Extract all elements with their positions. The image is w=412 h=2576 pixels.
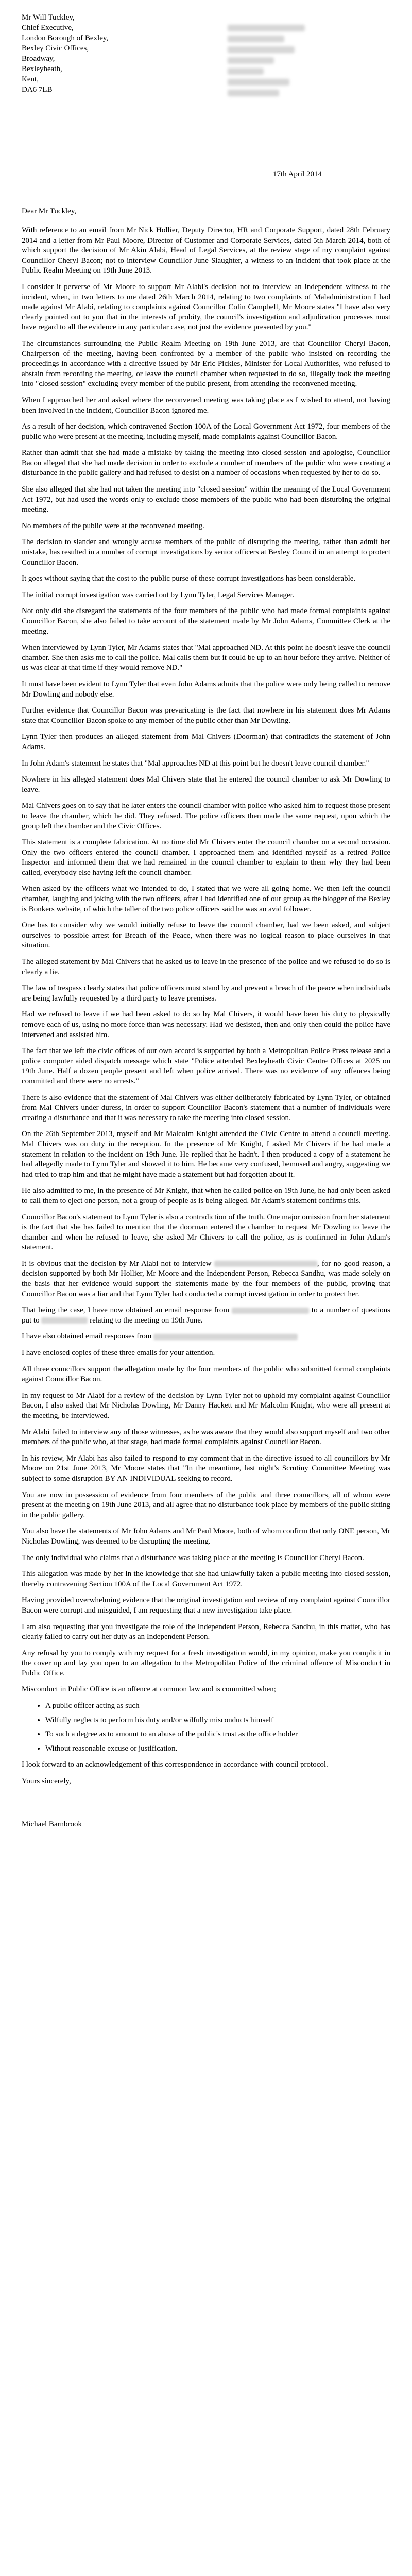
paragraph: In my request to Mr Alabi for a review of the decision by Lynn Tyler not to uphold my complaint against Councillor Bacon, I also asked that Mr Nicholas Dowling, Mr Danny Hackett and Mr Malcolm Knight, who were all present at the meeting, be interviewed. [22, 1391, 390, 1420]
paragraph: When asked by the officers what we intended to do, I stated that we were all going home. We then left the council chamber, laughing and joking with the two officers, after I had identified one of our group as the blogger of the Bexley is Bonkers website, of which the taller of the two police officers said he was an avid follower. [22, 885, 390, 913]
recipient-address [22, 12, 108, 95]
paragraph: The law of trespass clearly states that police officers must stand by and prevent a breach of the peace when individuals are being lawfully requested by a third party to leave premises. [22, 984, 390, 1003]
paragraph: Had we refused to leave if we had been asked to do so by Mal Chivers, it would have been his duty to physically remove each of us, using no more force than was necessary. Had we desisted, then and only then could the police have intervened and assisted him. [22, 1010, 390, 1039]
paragraph: The initial corrupt investigation was carried out by Lynn Tyler, Legal Services Manager. [22, 590, 295, 599]
recipient-line: Broadway, [22, 55, 55, 63]
paragraph: The decision to slander and wrongly accuse members of the public of disrupting the meeting, rather than admit her mistake, has resulted in a number of corrupt investigations by senior officers at Bexley Council in an attempt to protect Councillor Bacon. [22, 538, 390, 567]
recipient-line: Chief Executive, [22, 24, 74, 32]
recipient-line: Bexley Civic Offices, [22, 44, 89, 53]
letter-body [22, 226, 390, 1836]
list-item: • A public officer acting as such [45, 1701, 390, 1711]
paragraph-text: That being the case, I have now obtained an email response from [22, 1306, 230, 1315]
paragraph: You are now in possession of evidence from four members of the public and three councillors, all of whom were present at the meeting on 19th June 2013, and all agree that no disturbance took place by members of the public sitting in the public gallery. [22, 1490, 390, 1519]
paragraph-with-redaction [22, 1332, 390, 1342]
paragraph: In John Adam's statement he states that "Mal approaches ND at this point but he doesn't leave council chamber." [22, 759, 369, 768]
paragraph: He also admitted to me, in the presence of Mr Knight, that when he called police on 19th June, he had only been asked to call them to eject one person, not a group of people as is being alleged. Mr Adam's statement confirms this. [22, 1187, 390, 1205]
paragraph: One has to consider why we would initially refuse to leave the council chamber, had we been asked, and subject ourselves to possible arrest for Breach of the Peace, when there was no logical reason to place ourselves in that situation. [22, 921, 390, 950]
paragraph-text: relating to the meeting on 19th June. [90, 1316, 203, 1325]
redacted-line [228, 25, 305, 31]
paragraph: When I approached her and asked where the reconvened meeting was taking place as I wished to attend, not having been involved in the incident, Councillor Bacon ignored me. [22, 396, 390, 415]
paragraph-text: It is obvious that the decision by Mr Alabi not to interview [22, 1259, 212, 1268]
paragraph-with-redaction: It is obvious that the decision by Mr Alabi not to interview , for no good reason, a decision supported by both Mr Hollier, Mr Moore and the Independent Person, Rebecca Sandhu, was made solely on the basis that her evidence would support the statements made by the four members of the public, proving that Councillor Bacon was a liar and that Lynn Tyler had conducted a corrupt investigation in order to protect her. [22, 1259, 391, 1298]
paragraph: With reference to an email from Mr Nick Hollier, Deputy Director, HR and Corporate Support, dated 28th February 2014 and a letter from Mr Paul Moore, Director of Customer and Corporate Services, dated 5th March 2014, both of which support the decision of Mr Akin Alabi, Head of Legal Services, at the review stage of my complaint against Councillor Cheryl Bacon; not to interview Councillor June Slaughter, a witness to an incident that took place at the Public Realm Meeting on 19th June 2013. [22, 226, 390, 275]
paragraph: In his review, Mr Alabi has also failed to respond to my comment that in the directive issued to all councillors by Mr Moore on 21st June 2013, Mr Moore states that "In the meantime, last night's Scrutiny Committee Meeting was subject to some disruption BY AN INDIVIDUAL seeking to record. [22, 1454, 390, 1483]
paragraph: All three councillors support the allegation made by the four members of the public who submitted formal complaints against Councillor Bacon. [22, 1365, 390, 1384]
recipient-line: Kent, [22, 75, 39, 83]
redacted-text [41, 1317, 88, 1324]
redacted-line [228, 68, 264, 75]
recipient-line: Mr Will Tuckley, [22, 13, 75, 22]
redacted-text [214, 1261, 317, 1267]
redacted-line [228, 46, 295, 53]
redacted-line [228, 57, 274, 64]
signature-space [22, 1793, 390, 1820]
paragraph-text: I have also obtained email responses from [22, 1332, 152, 1341]
signature-name: Michael Barnbrook [22, 1820, 82, 1828]
list-item: • To such a degree as to amount to an abuse of the public's trust as the office holder [45, 1730, 390, 1740]
misconduct-criteria-list [22, 1701, 390, 1754]
paragraph: Lynn Tyler then produces an alleged statement from Mal Chivers (Doorman) that contradicts the statement of John Adams. [22, 733, 390, 751]
paragraph: Further evidence that Councillor Bacon was prevaricating is the fact that nowhere in his statement does Mr Adams state that Councillor Bacon spoke to any member of the public other than Mr Dowling. [22, 706, 390, 725]
list-item: • Wilfully neglects to perform his duty and/or wilfully misconducts himself [45, 1716, 390, 1726]
paragraph: You also have the statements of Mr John Adams and Mr Paul Moore, both of whom confirm that only ONE person, Mr Nicholas Dowling, was deemed to be disrupting the meeting. [22, 1527, 390, 1546]
paragraph: This allegation was made by her in the knowledge that she had unlawfully taken a public meeting into closed session, thereby contravening Section 100A of the Local Government Act 1972. [22, 1570, 390, 1588]
paragraph: The only individual who claims that a disturbance was taking place at the meeting is Councillor Cheryl Bacon. [22, 1553, 364, 1562]
paragraph: The circumstances surrounding the Public Realm Meeting on 19th June 2013, are that Councillor Cheryl Bacon, Chairperson of the meeting, having been confronted by a member of the public who insisted on recording the proceedings in accordance with a directive issued by Mr Eric Pickles, Minister for Local Authorities, who refused to abstain from recording the meeting, or leave the council chamber when requested to do so, illegally took the meeting into "closed session" excluding every member of the public present, from attending the reconvened meeting. [22, 339, 390, 388]
paragraph: I look forward to an acknowledgement of this correspondence in accordance with council protocol. [22, 1760, 328, 1769]
redacted-line [228, 90, 279, 96]
recipient-line: Bexleyheath, [22, 65, 62, 73]
paragraph: No members of the public were at the reconvened meeting. [22, 521, 204, 530]
paragraph: When interviewed by Lynn Tyler, Mr Adams states that "Mal approached ND. At this point he doesn't leave the council chamber. She then asks me to call the police. Mal calls them but it could be up to an hour before they arrive. Neither of us was clear at that time if they would remove ND." [22, 643, 390, 672]
recipient-line: London Borough of Bexley, [22, 34, 109, 42]
paragraph: Councillor Bacon's statement to Lynn Tyler is also a contradiction of the truth. One major omission from her statement is the fact that she has failed to mention that the doorman entered the chamber to request Mr Dowling to leave the chamber and when he refused to leave, she asked Mr Chivers to call the police, as is confirmed in John Adam's statement. [22, 1213, 390, 1252]
paragraph: I consider it perverse of Mr Moore to support Mr Alabi's decision not to interview an independent witness to the incident, when, in two letters to me dated 26th March 2014, relating to two complaints of Maladministration I had made against Mr Alabi, relating to complaints against Councillor Colin Campbell, Mr Moore states "I have also very clearly pointed out to you that in the interests of probity, the council's investigation and adjudication processes must have regard to all the evidence in any particular case, not just the evidence presented by you." [22, 282, 390, 332]
paragraph: Misconduct in Public Office is an offence at common law and is committed when; [22, 1685, 276, 1694]
paragraph: Not only did she disregard the statements of the four members of the public who had made formal complaints against Councillor Bacon, she also failed to take account of the statement made by Mr John Adams, Committee Clerk at the meeting. [22, 607, 390, 636]
paragraph: I am also requesting that you investigate the role of the Independent Person, Rebecca Sandhu, in this matter, who has clearly failed to carry out her duty as an Independent Person. [22, 1622, 390, 1641]
closing: Yours sincerely, [22, 1777, 71, 1786]
letter-date: 17th April 2014 [273, 170, 322, 178]
paragraph: It must have been evident to Lynn Tyler that even John Adams admits that the police were only being called to remove Mr Dowling and nobody else. [22, 680, 390, 699]
salutation: Dear Mr Tuckley, [22, 207, 77, 215]
recipient-line: DA6 7LB [22, 86, 53, 94]
redacted-text [232, 1308, 309, 1314]
redacted-text [153, 1334, 298, 1340]
paragraph: Rather than admit that she had made a mistake by taking the meeting into closed session and apologise, Councillor Bacon alleged that she had made decision in order to exclude a number of members of the public who were creating a disturbance in the public gallery and had refused to desist on a number of occasions when requested by her to do so. [22, 449, 390, 478]
paragraph: It goes without saying that the cost to the public purse of these corrupt investigations has been considerable. [22, 574, 356, 583]
paragraph: Nowhere in his alleged statement does Mal Chivers state that he entered the council chamber to ask Mr Dowling to leave. [22, 775, 390, 794]
paragraph: On the 26th September 2013, myself and Mr Malcolm Knight attended the Civic Centre to attend a council meeting. Mal Chivers was on duty in the reception. In the presence of Mr Knight, I asked Mr Chivers if he had made a statement in relation to the incident on 19th June. He replied that he hadn't. I then produced a copy of a statement he had allegedly made to Lynn Tyler and showed it to him. He became very confused, bemused and angry, suggesting we had tried to trap him and that he might have made a statement but had forgotten about it. [22, 1130, 390, 1179]
paragraph: This statement is a complete fabrication. At no time did Mr Chivers enter the council chamber on a second occasion. Only the two officers entered the council chamber. I approached them and identified myself as a retired Police Inspector and informed them that we had remained in the council chamber to explain to them why they had been called, everybody else having left the council chamber. [22, 838, 390, 877]
paragraph: Any refusal by you to comply with my request for a fresh investigation would, in my opinion, make you complicit in the cover up and lay you open to an allegation to the Metropolitan Police of the criminal offence of Misconduct in Public Office. [22, 1649, 390, 1677]
paragraph: She also alleged that she had not taken the meeting into "closed session" within the meaning of the Local Government Act 1972, but had used the words only to exclude those members of the public who had been disturbing the original meeting. [22, 485, 390, 514]
paragraph: Mal Chivers goes on to say that he later enters the council chamber with police who asked him to request those present to leave the chamber, which he did. They refused. The police officers then made the same request, upon which the group left the chamber and the Civic Offices. [22, 802, 390, 831]
paragraph: As a result of her decision, which contravened Section 100A of the Local Government Act 1972, four members of the public who were present at the meeting, including myself, made complaints against Councillor Bacon. [22, 422, 390, 441]
paragraph: Mr Alabi failed to interview any of those witnesses, as he was aware that they would also support myself and two other members of the public who, at that stage, had made formal complaints against Councillor Bacon. [22, 1428, 390, 1447]
list-item: • Without reasonable excuse or justification. [45, 1744, 390, 1754]
paragraph-text: for no good reason, a decision supported by both Mr Hollier, Mr Moore and the Independent Person, Rebecca Sandhu, was made solely on the basis that her evidence would support the statements made by the four members of the public, proving that Councillor Bacon was a liar and that Lynn Tyler had conducted a corrupt investigation in order to protect her. [22, 1259, 391, 1298]
redacted-line [228, 79, 289, 86]
paragraph-with-redaction [22, 1306, 390, 1326]
paragraph: Having provided overwhelming evidence that the original investigation and review of my complaint against Councillor Bacon were corrupt and misguided, I am requesting that a new investigation take place. [22, 1596, 390, 1615]
paragraph: There is also evidence that the statement of Mal Chivers was either deliberately fabricated by Lynn Tyler, or obtained from Mal Chivers under duress, in order to support Councillor Bacon's statement that a number of individuals were creating a disturbance and that it was necessary to take the meeting into closed session. [22, 1093, 390, 1122]
paragraph: The fact that we left the civic offices of our own accord is supported by both a Metropolitan Police Press release and a police computer aided dispatch message which state "Police attended Bexleyheath Civic Centre Offices at 2025 on 19th June. Half a dozen people present and left when police arrived. There was no evidence of any offences being committed and there were no arrests." [22, 1047, 390, 1086]
paragraph: The alleged statement by Mal Chivers that he asked us to leave in the presence of the police and we refused to do so is clearly a lie. [22, 958, 390, 976]
redacted-line [228, 36, 284, 42]
paragraph-text: to a number of questions put to [22, 1306, 391, 1325]
paragraph: I have enclosed copies of these three emails for your attention. [22, 1349, 215, 1358]
redacted-sender-address [228, 25, 305, 100]
